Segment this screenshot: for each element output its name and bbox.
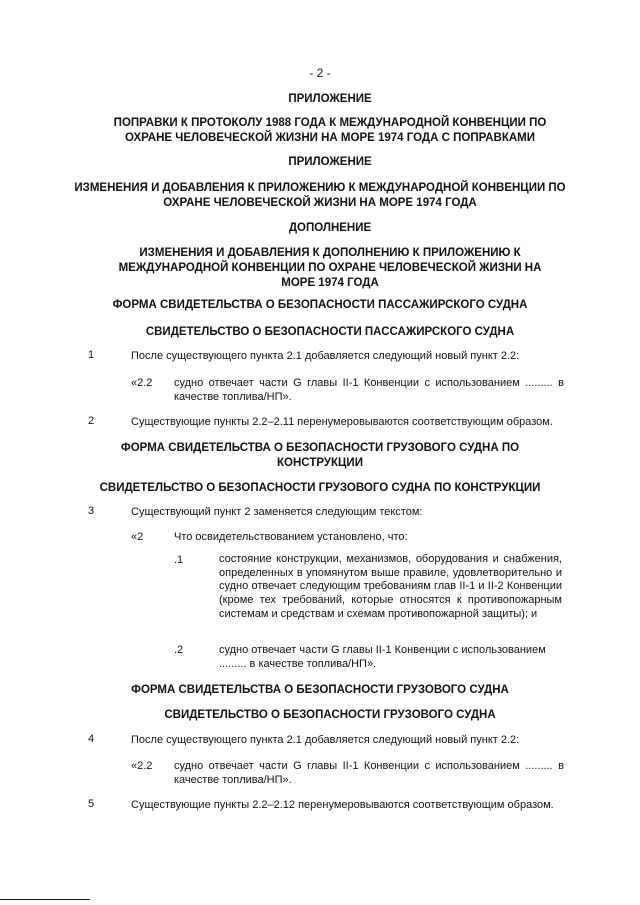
- heading-cargo-ship-certificate: СВИДЕТЕЛЬСТВО О БЕЗОПАСНОСТИ ГРУЗОВОГО СУДНА: [164, 709, 496, 721]
- page-number: - 2 -: [309, 66, 331, 80]
- heading-appendix: ДОПОЛНЕНИЕ: [288, 222, 372, 234]
- item-2-text: Существующие пункты 2.2–2.11 перенумеровываются соответствующим образом.: [131, 416, 553, 428]
- heading-passenger-ship-certificate: СВИДЕТЕЛЬСТВО О БЕЗОПАСНОСТИ ПАССАЖИРСКОГО СУДНА: [145, 326, 515, 338]
- item-4-sub-label: «2.2: [131, 760, 153, 772]
- item-1-text: После существующего пункта 2.1 добавляется следующий новый пункт 2.2:: [131, 350, 520, 362]
- item-number-3: 3: [88, 505, 95, 517]
- item-number-5: 5: [88, 798, 95, 810]
- item-5-text: Существующие пункты 2.2–2.12 перенумеровываются соответствующим образом.: [131, 799, 554, 811]
- heading-changes-appendix: ИЗМЕНЕНИЯ И ДОБАВЛЕНИЯ К ДОПОЛНЕНИЮ К ПРИЛОЖЕНИЮ К МЕЖДУНАРОДНОЙ КОНВЕНЦИИ ПО ОХРАНЕ ЧЕЛОВЕЧЕСКОЙ ЖИЗНИ НА МОРЕ 1974 ГОДА: [118, 247, 542, 289]
- heading-changes-annex: ИЗМЕНЕНИЯ И ДОБАВЛЕНИЯ К ПРИЛОЖЕНИЮ К МЕЖДУНАРОДНОЙ КОНВЕНЦИИ ПО ОХРАНЕ ЧЕЛОВЕЧЕСКОЙ ЖИЗНИ НА МОРЕ 1974 ГОДА: [74, 182, 566, 209]
- item-number-1: 1: [88, 349, 95, 361]
- heading-amendments-protocol: ПОПРАВКИ К ПРОТОКОЛУ 1988 ГОДА К МЕЖДУНАРОДНОЙ КОНВЕНЦИИ ПО ОХРАНЕ ЧЕЛОВЕЧЕСКОЙ ЖИЗНИ НА МОРЕ 1974 ГОДА С ПОПРАВКАМИ: [113, 117, 547, 144]
- heading-form-passenger-ship: ФОРМА СВИДЕТЕЛЬСТВА О БЕЗОПАСНОСТИ ПАССАЖИРСКОГО СУДНА: [112, 299, 528, 311]
- item-1-sub-label: «2.2: [131, 377, 153, 389]
- heading-form-cargo-ship: ФОРМА СВИДЕТЕЛЬСТВА О БЕЗОПАСНОСТИ ГРУЗОВОГО СУДНА: [131, 684, 509, 696]
- item-number-2: 2: [88, 415, 95, 427]
- heading-form-cargo-construction: ФОРМА СВИДЕТЕЛЬСТВА О БЕЗОПАСНОСТИ ГРУЗОВОГО СУДНА ПО КОНСТРУКЦИИ: [120, 442, 520, 469]
- heading-cargo-construction-certificate: СВИДЕТЕЛЬСТВО О БЕЗОПАСНОСТИ ГРУЗОВОГО СУДНА ПО КОНСТРУКЦИИ: [99, 482, 541, 494]
- heading-annex: ПРИЛОЖЕНИЕ: [288, 93, 372, 105]
- item-3-point-1-label: .1: [174, 554, 184, 566]
- item-3-text: Существующий пункт 2 заменяется следующим текстом:: [131, 506, 423, 518]
- item-3-point-2-text: судно отвечает части G главы II-1 Конвенции с использованием ......... в качестве топлива/НП».: [219, 644, 546, 670]
- heading-annex-2: ПРИЛОЖЕНИЕ: [288, 156, 372, 168]
- footnote-separator: [0, 899, 90, 900]
- item-4-sub-text: судно отвечает части G главы II-1 Конвенции с использованием ......... в качестве топлива/НП».: [174, 760, 564, 786]
- item-3-sub-label: «2: [131, 531, 144, 543]
- item-4-text: После существующего пункта 2.1 добавляется следующий новый пункт 2.2:: [131, 734, 520, 746]
- item-number-4: 4: [88, 733, 95, 745]
- item-3-sub-text: Что освидетельствованием установлено, что:: [174, 531, 408, 543]
- item-3-point-2-label: .2: [174, 644, 184, 656]
- item-3-point-1-text: состояние конструкции, механизмов, оборудования и снабжения, определенных в упомянутом выше правиле, удовлетворительно и судно отвечает следующим требованиям глав II-1 и II-2 Конвенции (кроме тех требований, которые относятся к противопожарным системам и средствам и схемам противопожарной защиты); и: [219, 553, 562, 620]
- item-1-sub-text: судно отвечает части G главы II-1 Конвенции с использованием ......... в качестве топлива/НП».: [174, 377, 564, 403]
